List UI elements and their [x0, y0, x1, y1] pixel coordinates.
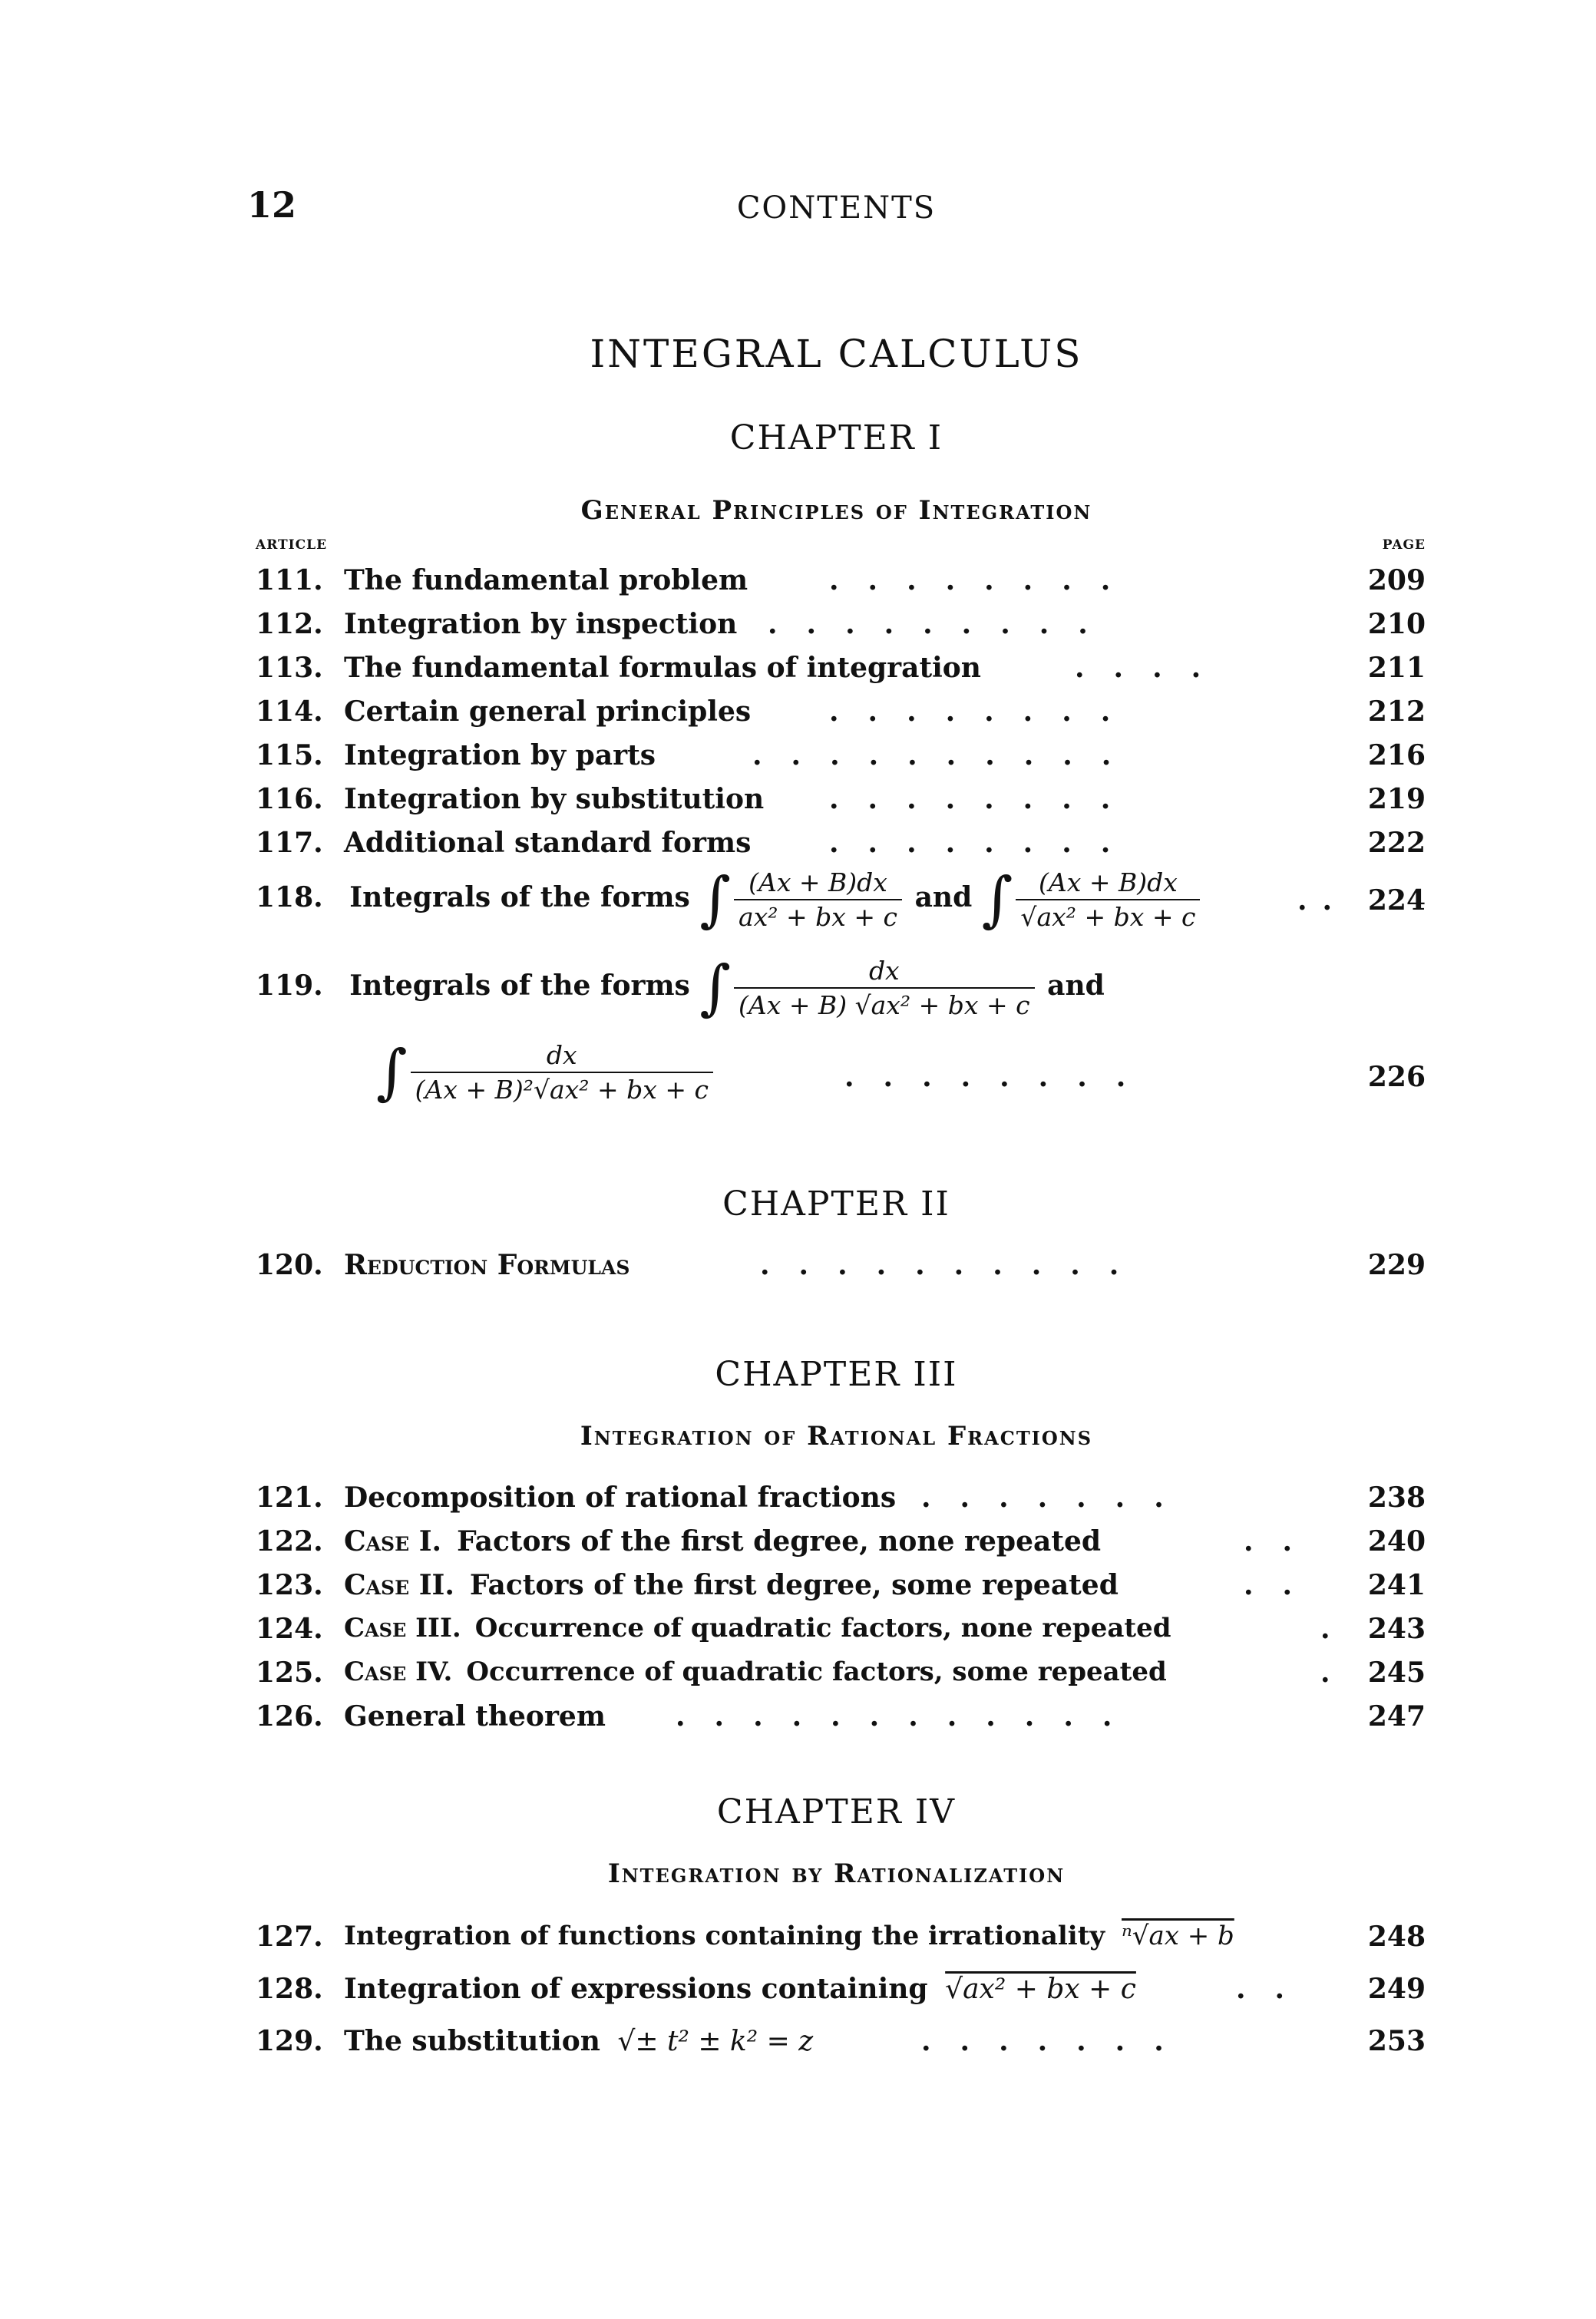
dot-leader: .. — [1244, 1569, 1322, 1601]
dot-leader: .. — [1244, 1525, 1322, 1558]
entry-page: 226 — [1367, 1061, 1426, 1093]
entry-title-text: Occurrence of quadratic factors, none repeated — [474, 1613, 1171, 1643]
article-number: 113. — [256, 652, 323, 684]
dot-leader: ........ — [844, 1061, 1155, 1093]
dot-leader: .......... — [752, 739, 1141, 771]
entry-title-text: Integration of expressions containing — [344, 1973, 928, 2005]
entry-title: Integrals of the forms — [349, 970, 690, 1002]
entry-title: Integration by parts — [344, 739, 656, 771]
article-number: 126. — [256, 1700, 323, 1733]
entry-page: 222 — [1367, 827, 1426, 859]
article-number: 116. — [256, 783, 323, 815]
entry-page: 209 — [1367, 564, 1426, 596]
fraction — [734, 956, 1035, 1020]
entry-page: 216 — [1367, 739, 1426, 771]
dot-leader: .... — [1075, 652, 1231, 684]
integral-sign: ∫ — [981, 865, 1013, 934]
entry-connector: and — [1047, 970, 1105, 1002]
chapter-subtitle: General Principles of Integration — [580, 495, 1092, 526]
article-number: 111. — [256, 564, 323, 596]
entry-page: 241 — [1367, 1569, 1426, 1601]
toc-entry — [0, 827, 1596, 870]
case-label: Case IV. — [344, 1657, 453, 1687]
running-title: CONTENTS — [736, 190, 937, 226]
dot-leader: ....... — [921, 2025, 1193, 2057]
case-label: Case III. — [344, 1613, 461, 1643]
toc-entry — [0, 652, 1596, 695]
article-number: 125. — [256, 1657, 323, 1689]
article-number: 122. — [256, 1525, 323, 1558]
entry-title — [344, 2025, 813, 2057]
chapter-heading: CHAPTER III — [715, 1355, 958, 1394]
dot-leader: . — [1320, 1657, 1360, 1689]
entry-title — [344, 1657, 1167, 1687]
chapter-heading: CHAPTER IV — [716, 1792, 957, 1832]
entry-title: Integration by substitution — [344, 783, 765, 815]
toc-entry — [0, 1657, 1596, 1700]
entry-page: 253 — [1367, 2025, 1426, 2057]
entry-title: Additional standard forms — [344, 827, 752, 859]
entry-title-text: The substitution — [344, 2025, 600, 2057]
entry-title — [344, 1569, 1119, 1601]
dot-leader: .. — [1236, 1973, 1314, 2005]
entry-title — [344, 1921, 1234, 1951]
entry-title: Reduction Formulas — [344, 1249, 630, 1281]
dot-leader: ....... — [921, 1482, 1193, 1514]
dot-leader: .. — [1297, 884, 1348, 917]
math-expression: √± t² ± k² = z — [617, 2026, 814, 2057]
entry-page: 238 — [1367, 1482, 1426, 1514]
entry-title: The fundamental formulas of integration — [344, 652, 981, 684]
toc-entry — [0, 1973, 1596, 2016]
toc-entry — [0, 1569, 1596, 1612]
entry-title: Integrals of the forms — [349, 881, 690, 913]
toc-entry — [0, 1249, 1596, 1292]
page-column-header: PAGE — [1382, 537, 1426, 553]
math-expression: √ax² + bx + c — [945, 1974, 1136, 2005]
dot-leader: ........ — [829, 783, 1140, 815]
fraction-numerator: dx — [411, 1040, 713, 1073]
fraction-denominator: ax² + bx + c — [739, 902, 898, 932]
dot-leader: ........ — [829, 564, 1140, 596]
fraction-numerator: dx — [734, 956, 1035, 989]
entry-page: 243 — [1367, 1613, 1426, 1645]
entry-title: The fundamental problem — [344, 564, 748, 596]
entry-title-text: Factors of the first degree, some repeated — [469, 1569, 1119, 1601]
entry-title: Decomposition of rational fractions — [344, 1482, 897, 1514]
dot-leader: .......... — [760, 1249, 1148, 1281]
entry-title — [344, 1973, 1136, 2005]
toc-entry — [0, 1700, 1596, 1743]
chapter-heading: CHAPTER I — [729, 418, 943, 458]
dot-leader: . — [1320, 1613, 1360, 1645]
article-number: 118. — [256, 881, 323, 913]
entry-title-text: Integration of functions containing the irrationality — [344, 1921, 1105, 1951]
entry-title: Integration by inspection — [344, 608, 738, 640]
article-column-header: ARTICLE — [256, 537, 328, 553]
toc-entry — [0, 1921, 1596, 1964]
math-expression: ⁿ√ax + b — [1122, 1921, 1234, 1951]
chapter-subtitle: Integration by Rationalization — [607, 1858, 1066, 1889]
article-number: 114. — [256, 695, 323, 728]
fraction-denominator: (Ax + B) √ax² + bx + c — [739, 990, 1030, 1020]
dot-leader: ......... — [768, 608, 1117, 640]
book-title: INTEGRAL CALCULUS — [590, 332, 1083, 376]
entry-page: 219 — [1367, 783, 1426, 815]
article-number: 128. — [256, 1973, 323, 2005]
article-number: 129. — [256, 2025, 323, 2057]
article-number: 115. — [256, 739, 323, 771]
entry-page: 249 — [1367, 1973, 1426, 2005]
toc-entry-page-row — [0, 1061, 1596, 1104]
entry-title: Certain general principles — [344, 695, 752, 728]
entry-title — [344, 1613, 1171, 1643]
entry-title: General theorem — [344, 1700, 606, 1733]
entry-page: 210 — [1367, 608, 1426, 640]
toc-entry — [0, 2025, 1596, 2068]
chapter-subtitle: Integration of Rational Fractions — [580, 1421, 1093, 1452]
entry-page: 224 — [1367, 884, 1426, 917]
toc-entry-formula — [256, 953, 1105, 1022]
dot-leader: ............ — [676, 1700, 1142, 1733]
toc-entry — [0, 564, 1596, 607]
entry-page: 212 — [1367, 695, 1426, 728]
article-number: 120. — [256, 1249, 323, 1281]
entry-page: 245 — [1367, 1657, 1426, 1689]
fraction-denominator: √ax² + bx + c — [1020, 902, 1196, 932]
toc-entry — [0, 739, 1596, 782]
toc-entry — [0, 695, 1596, 738]
article-number: 121. — [256, 1482, 323, 1514]
chapter-heading: CHAPTER II — [722, 1184, 950, 1224]
article-number: 119. — [256, 970, 323, 1002]
integral-sign: ∫ — [699, 953, 732, 1022]
entry-page: 229 — [1367, 1249, 1426, 1281]
article-number: 112. — [256, 608, 323, 640]
article-number: 123. — [256, 1569, 323, 1601]
toc-entry — [0, 1613, 1596, 1656]
entry-page: 247 — [1367, 1700, 1426, 1733]
dot-leader: ........ — [829, 695, 1140, 728]
entry-title — [344, 1525, 1101, 1558]
dot-leader: ........ — [829, 827, 1140, 859]
running-head — [247, 184, 1426, 238]
entry-page: 211 — [1367, 652, 1426, 684]
fraction-numerator: (Ax + B)dx — [1016, 867, 1200, 900]
entry-page: 248 — [1367, 1921, 1426, 1953]
integral-sign: ∫ — [699, 865, 732, 934]
article-number: 117. — [256, 827, 323, 859]
entry-title-text: Occurrence of quadratic factors, some repeated — [466, 1657, 1167, 1687]
article-number: 124. — [256, 1613, 323, 1645]
toc-entry — [0, 1482, 1596, 1525]
case-label: Case II. — [344, 1569, 454, 1601]
fraction-numerator: (Ax + B)dx — [734, 867, 902, 900]
toc-entry — [0, 608, 1596, 651]
toc-entry — [0, 1525, 1596, 1568]
case-label: Case I. — [344, 1525, 442, 1558]
fraction-denominator: (Ax + B)²√ax² + bx + c — [415, 1075, 709, 1105]
article-number: 127. — [256, 1921, 323, 1953]
entry-connector: and — [914, 881, 973, 913]
toc-entry-page-row — [0, 884, 1596, 927]
entry-page: 240 — [1367, 1525, 1426, 1558]
integral-sign: ∫ — [376, 1038, 408, 1107]
page-number: 12 — [247, 184, 297, 226]
entry-title-text: Factors of the first degree, none repeated — [457, 1525, 1102, 1558]
toc-entry — [0, 783, 1596, 826]
